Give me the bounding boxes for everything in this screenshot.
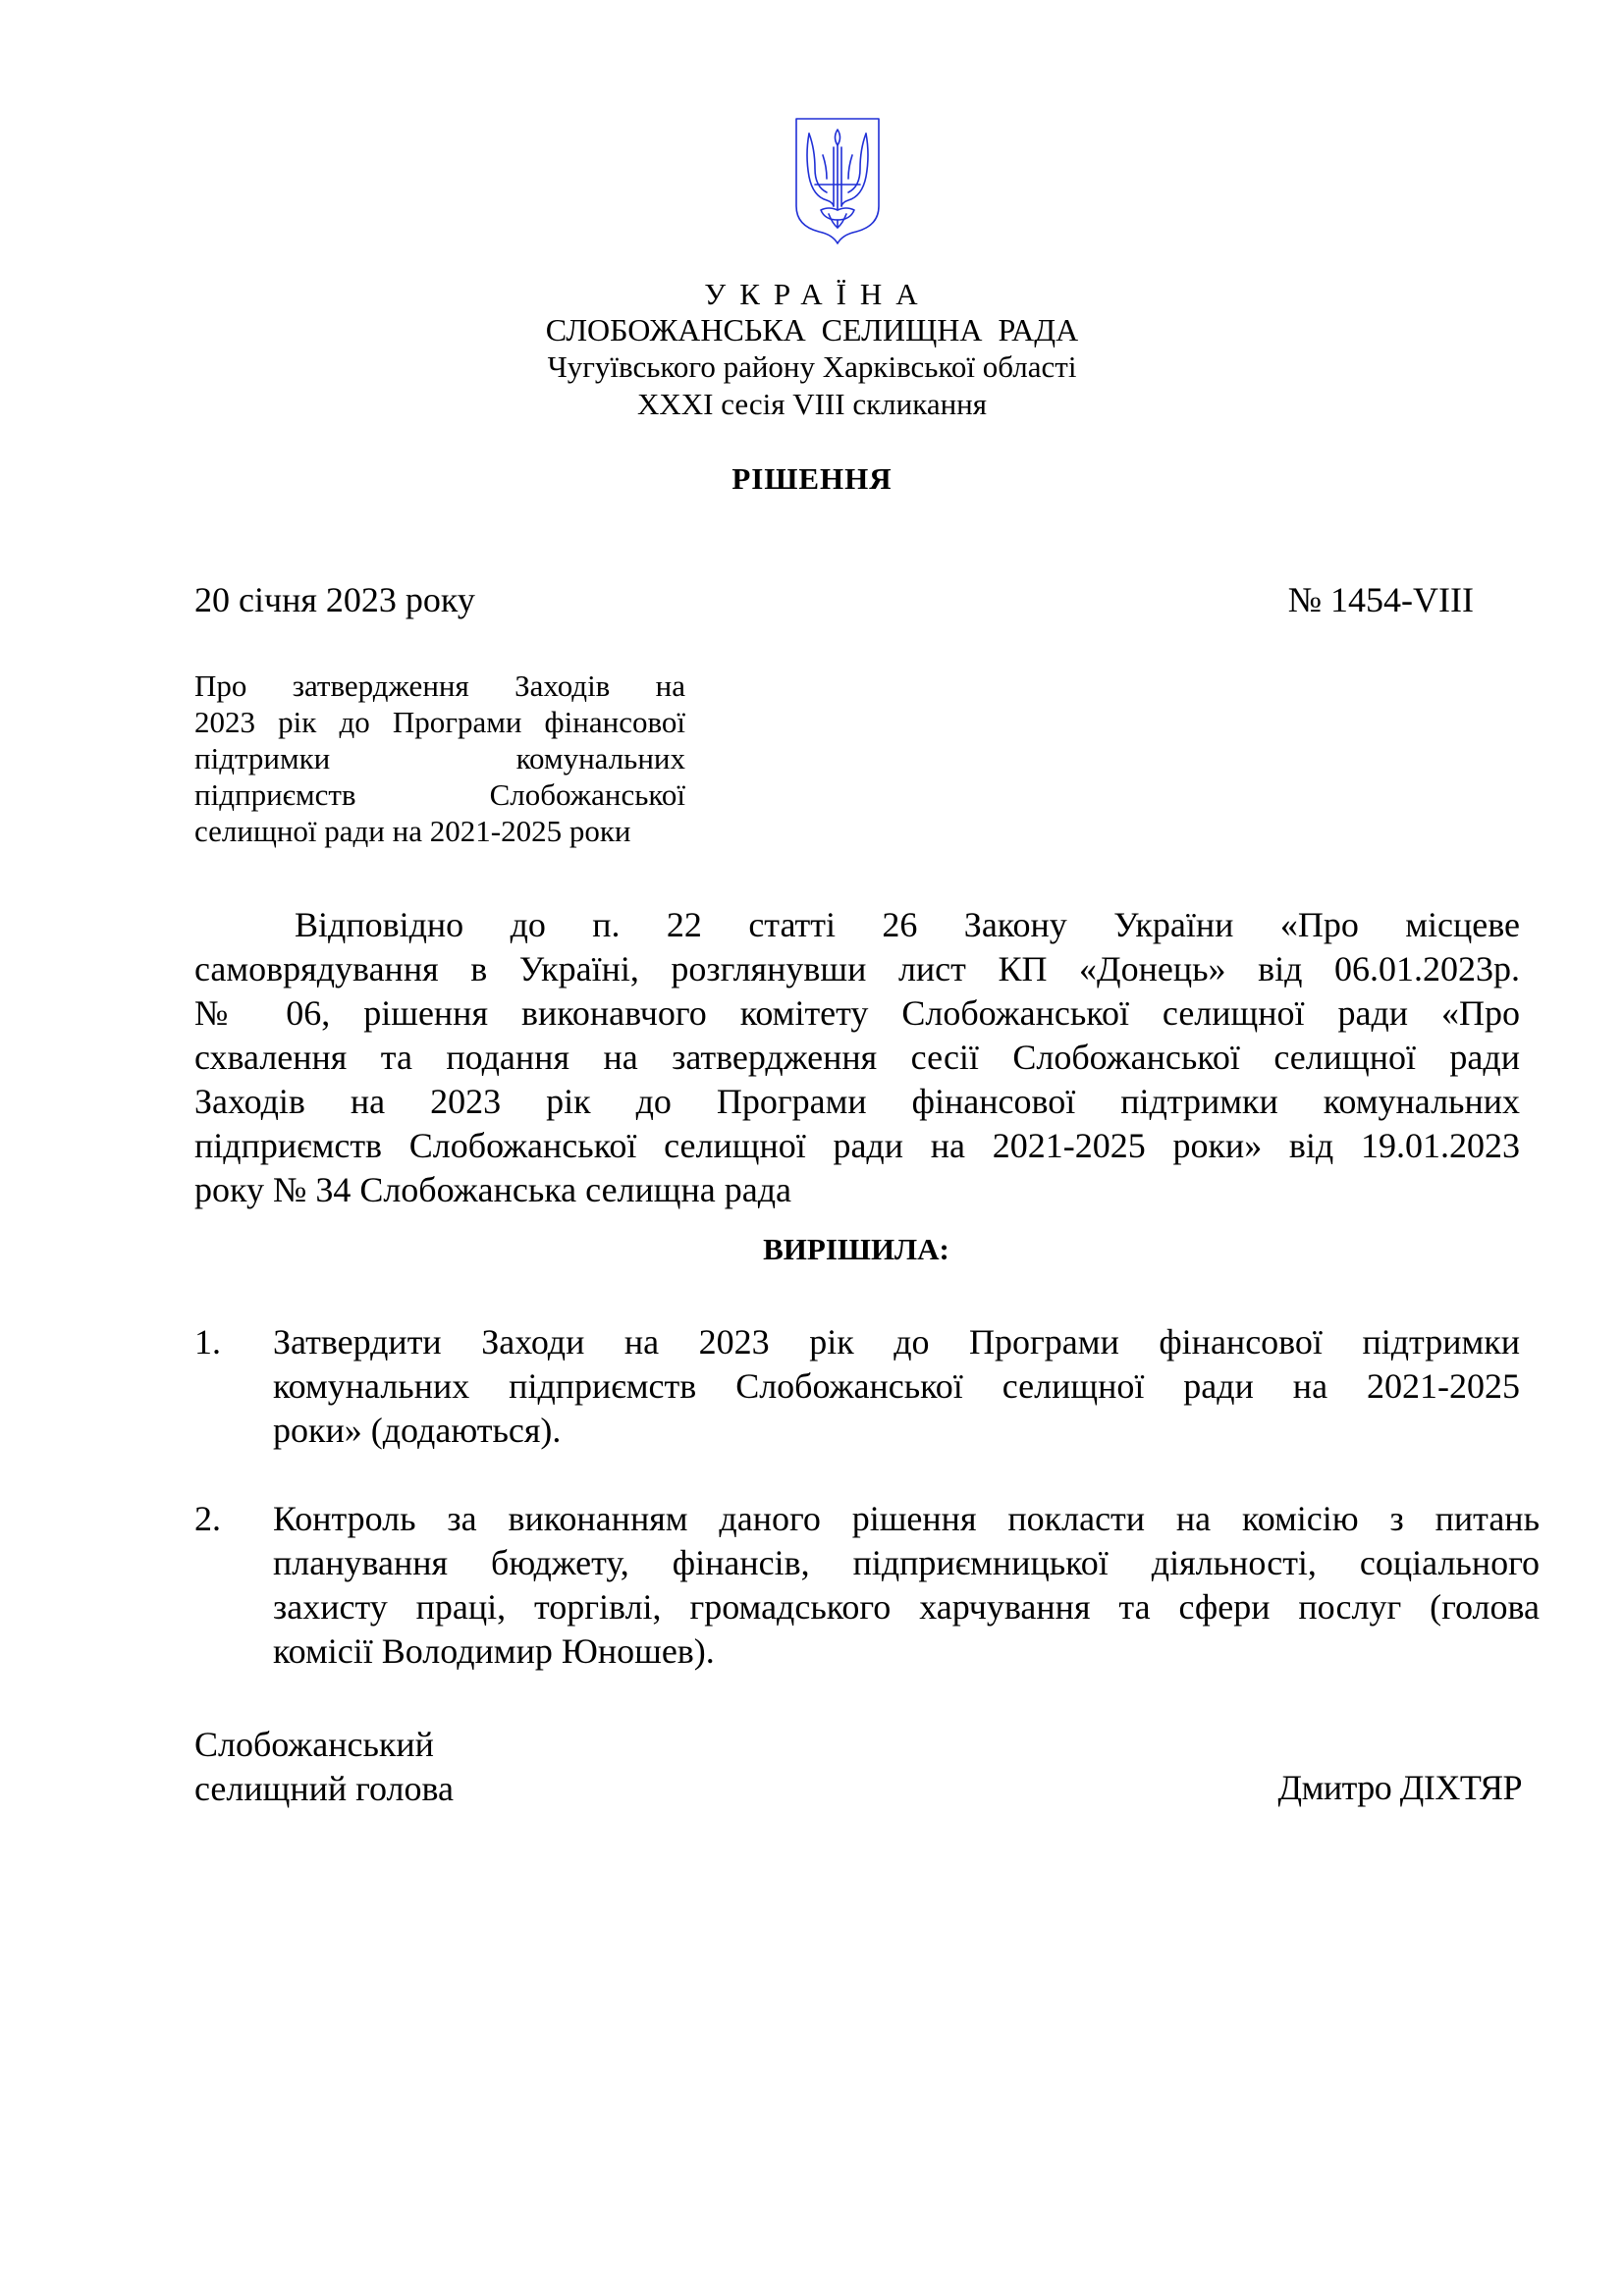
preamble-line: Заходів на 2023 рік до Програми фінансової підтримки комунальних xyxy=(194,1082,1520,1121)
decision-date: 20 січня 2023 року xyxy=(194,580,475,619)
item-text xyxy=(273,1320,1520,1453)
item-line: комісії Володимир Юношев). xyxy=(273,1631,715,1671)
signatory-title-line: Слобожанський xyxy=(194,1725,434,1764)
item-text xyxy=(273,1497,1540,1674)
item-line: захисту праці, торгівлі, громадського харчування та сфери послуг (голова xyxy=(273,1587,1540,1627)
header-council-name: СЛОБОЖАНСЬКА СЕЛИЩНА РАДА xyxy=(545,312,1079,347)
header-district: Чугуївського району Харківської області xyxy=(547,349,1077,384)
subject-line: селищної ради на 2021-2025 роки xyxy=(194,814,631,848)
item-number: 1. xyxy=(194,1322,221,1362)
preamble-line: № 06, рішення виконавчого комітету Слобожанської селищної ради «Про xyxy=(194,993,1520,1033)
item-line: Затвердити Заходи на 2023 рік до Програми фінансової підтримки xyxy=(273,1322,1520,1362)
item-line: Контроль за виконанням даного рішення покласти на комісію з питань xyxy=(273,1499,1540,1538)
signatory-name: Дмитро ДІХТЯР xyxy=(1277,1768,1522,1807)
header-country: УКРАЇНА xyxy=(704,277,932,311)
preamble-line: підприємств Слобожанської селищної ради на 2021-2025 роки» від 19.01.2023 xyxy=(194,1126,1520,1165)
item-line: роки» (додаються). xyxy=(273,1411,562,1450)
subject-line: 2023 рік до Програми фінансової xyxy=(194,705,685,739)
item-line: комунальних підприємств Слобожанської селищної ради на 2021-2025 xyxy=(273,1366,1520,1406)
header-session: XXXI сесія VIII скликання xyxy=(636,387,988,421)
preamble-line: Відповідно до п. 22 статті 26 Закону України «Про місцеве xyxy=(295,905,1520,944)
tryzub-coat-of-arms-icon xyxy=(793,116,882,245)
subject-line: підтримки комунальних xyxy=(194,741,685,775)
subject-line: Про затвердження Заходів на xyxy=(194,668,685,703)
signatory-title xyxy=(194,1723,454,1811)
decision-subject xyxy=(194,667,685,849)
resolved-heading: ВИРІШИЛА: xyxy=(763,1232,949,1266)
item-number: 2. xyxy=(194,1499,221,1538)
decision-number: № 1454-VIII xyxy=(1287,580,1474,619)
document-title: РІШЕННЯ xyxy=(731,461,893,496)
preamble-line: схвалення та подання на затвердження сесії Слобожанської селищної ради xyxy=(194,1038,1520,1077)
preamble-line: самоврядування в Україні, розглянувши лист КП «Донець» від 06.01.2023р. xyxy=(194,949,1520,988)
subject-line: підприємств Слобожанської xyxy=(194,777,685,812)
signatory-title-line: селищний голова xyxy=(194,1769,455,1808)
preamble-line: року № 34 Слобожанська селищна рада xyxy=(194,1170,792,1209)
item-line: планування бюджету, фінансів, підприємницької діяльності, соціального xyxy=(273,1543,1540,1582)
preamble-paragraph xyxy=(194,903,1520,1212)
